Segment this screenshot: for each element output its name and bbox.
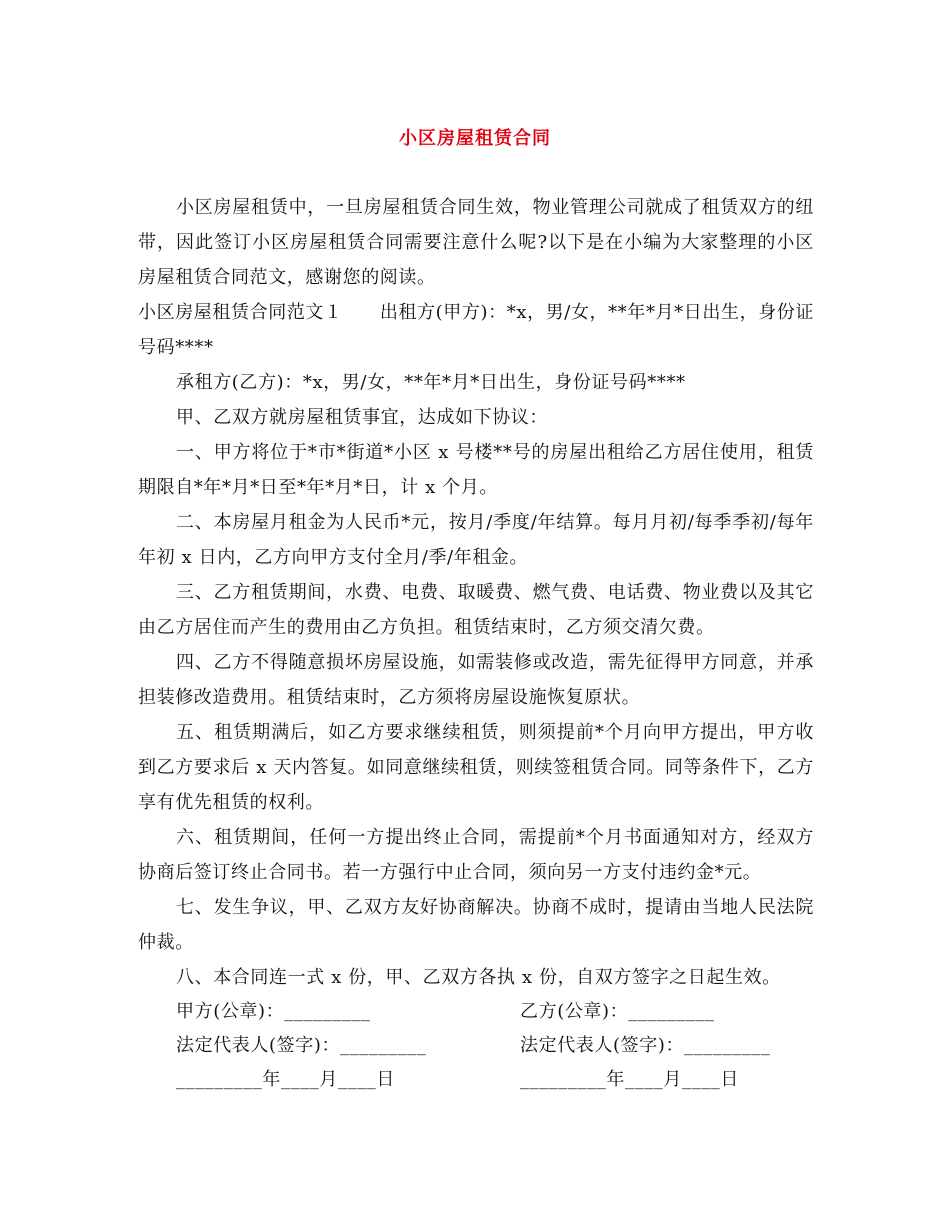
clause-8: 八、本合同连一式 x 份，甲、乙双方各执 x 份，自双方签字之日起生效。 (176, 967, 781, 988)
paragraph-intro: 小区房屋租赁中，一旦房屋租赁合同生效，物业管理公司就成了租赁双方的纽带，因此签订小区房屋租赁合同需要注意什么呢?以下是在小编为大家整理的小区房屋租赁合同范文，感谢您的阅读。 (138, 197, 814, 288)
clause-1: 一、甲方将位于*市*街道*小区 x 号楼**号的房屋出租给乙方居住使用，租赁期限自*年*月*日至*年*月*日，计 x 个月。 (138, 442, 814, 498)
party-b-date-line: _________年____月____日 (520, 1069, 739, 1090)
clause-6: 六、租赁期间，任何一方提出终止合同，需提前*个月书面通知对方，经双方协商后签订终止合同书。若一方强行中止合同，须向另一方支付违约金*元。 (138, 827, 814, 883)
party-a-seal-line: 甲方(公章)：_________ (176, 1001, 371, 1022)
clause-3: 三、乙方租赁期间，水费、电费、取暖费、燃气费、电话费、物业费以及其它由乙方居住而产生的费用由乙方负担。租赁结束时，乙方须交清欠费。 (138, 582, 814, 638)
clause-5: 五、租赁期满后，如乙方要求继续租赁，则须提前*个月向甲方提出，甲方收到乙方要求后 x 天内答复。如同意继续租赁，则续签租赁合同。同等条件下，乙方享有优先租赁的权利。 (138, 722, 814, 813)
party-a-representative-line: 法定代表人(签字)：_________ (176, 1035, 427, 1056)
paragraph-lessee: 承租方(乙方)：*x，男/女，**年*月*日出生，身份证号码**** (176, 372, 686, 393)
party-b-seal-line: 乙方(公章)：_________ (520, 1001, 715, 1022)
clause-7: 七、发生争议，甲、乙双方友好协商解决。协商不成时，提请由当地人民法院仲裁。 (138, 897, 814, 953)
party-b-representative-line: 法定代表人(签字)：_________ (520, 1035, 771, 1056)
party-a-date-line: _________年____月____日 (176, 1069, 395, 1090)
paragraph-lessor: 小区房屋租赁合同范文１ 出租方(甲方)：*x，男/女，**年*月*日出生，身份证号码**** (138, 302, 814, 358)
clause-2: 二、本房屋月租金为人民币*元，按月/季度/年结算。每月月初/每季季初/每年年初 x 日内，乙方向甲方支付全月/季/年租金。 (138, 512, 814, 568)
document-title: 小区房屋租赁合同 (399, 128, 551, 149)
paragraph-agreement: 甲、乙双方就房屋租赁事宜，达成如下协议： (176, 407, 548, 428)
clause-4: 四、乙方不得随意损坏房屋设施，如需装修或改造，需先征得甲方同意，并承担装修改造费用。租赁结束时，乙方须将房屋设施恢复原状。 (138, 652, 814, 708)
document-body (138, 190, 814, 995)
